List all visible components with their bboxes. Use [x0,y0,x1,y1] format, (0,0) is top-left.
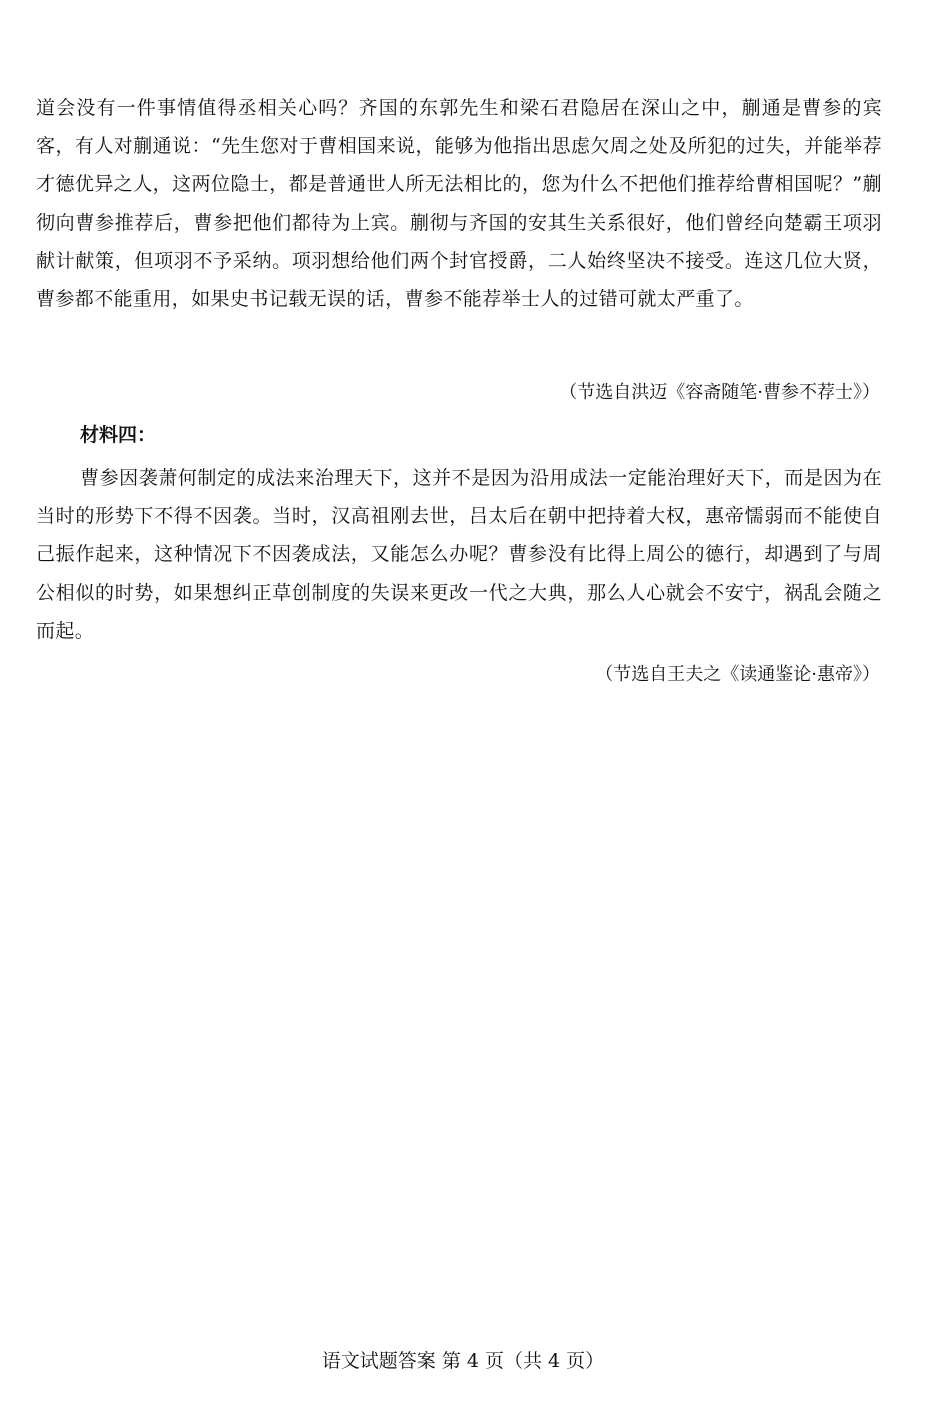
page-footer: 语文试题答案 第 4 页（共 4 页） [321,1350,605,1372]
material-3-paragraph: 道会没有一件事情值得丞相关心吗？齐国的东郭先生和梁石君隐居在深山之中，蒯通是曹参的宾客，有人对蒯通说：“先生您对于曹相国来说，能够为他指出思虑欠周之处及所犯的过失，并能举荐才德优异之人，这两位隐士，都是普通世人所无法相比的，您为什么不把他们推荐给曹相国呢？”蒯彻向曹参推荐后，曹参把他们都待为上宾。蒯彻与齐国的安其生关系很好，他们曾经向楚霸王项羽献计献策，但项羽不予采纳。项羽想给他们两个封官授爵，二人始终坚决不接受。连这几位大贤，曹参都不能重用，如果史书记载无误的话，曹参不能荐举士人的过错可就太严重了。 [36,97,882,311]
material-4-source-citation: （节选自王夫之《读通鉴论·惠帝》） [595,664,880,685]
material-4-paragraph: 曹参因袭萧何制定的成法来治理天下，这并不是因为沿用成法一定能治理好天下，而是因为在当时的形势下不得不因袭。当时，汉高祖刚去世，吕太后在朝中把持着大权，惠帝懦弱而不能使自己振作起来，这种情况下不因袭成法，又能怎么办呢？曹参没有比得上周公的德行，却遇到了与周公相似的时势，如果想纠正草创制度的失误来更改一代之大典，那么人心就会不安宁，祸乱会随之而起。 [36,467,882,642]
material-3-source-citation: （节选自洪迈《容斋随笔·曹参不荐士》） [559,382,880,403]
material-4-heading: 材料四： [80,424,157,446]
